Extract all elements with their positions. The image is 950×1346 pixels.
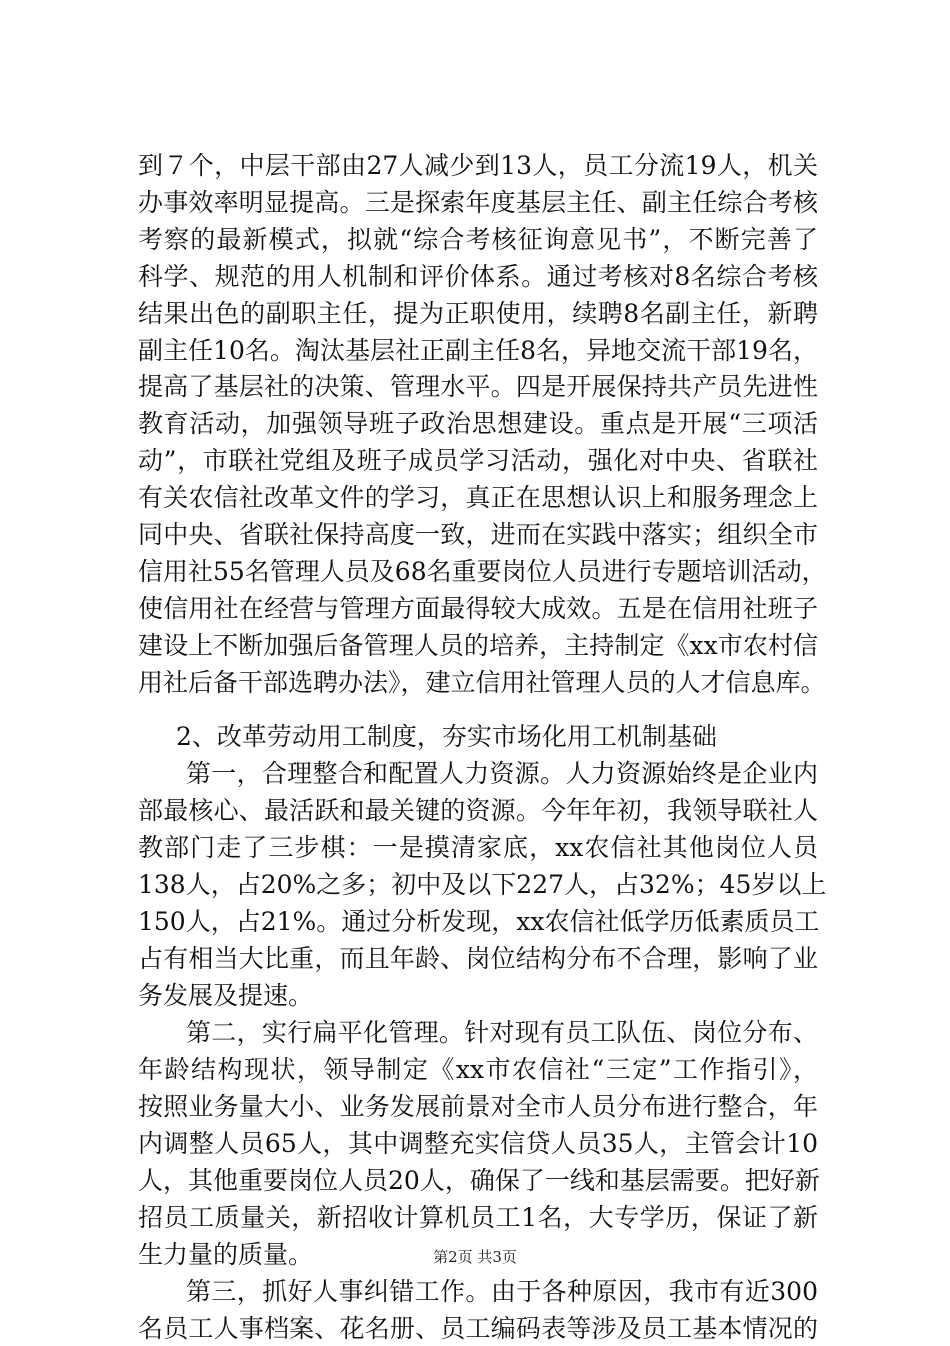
body-text-line: 按照业务量大小、业务发展前景对全市人员分布进行整合，年 xyxy=(138,1092,818,1121)
page-footer: 第2页 共3页 xyxy=(433,1248,517,1266)
body-text-line: 生力量的质量。 xyxy=(138,1240,314,1269)
body-text-line: 考察的最新模式，拟就“综合考核征询意见书”，不断完善了 xyxy=(138,225,818,254)
body-text-line: 人，其他重要岗位人员20人，确保了一线和基层需要。把好新 xyxy=(138,1166,820,1195)
body-text-line: 科学、规范的用人机制和评价体系。通过考核对8名综合考核 xyxy=(138,262,818,291)
body-text-line: 第二，实行扁平化管理。针对现有员工队伍、岗位分布、 xyxy=(186,1018,818,1047)
body-text-line: 用社后备干部选聘办法》，建立信用社管理人员的人才信息库。 xyxy=(138,668,826,697)
body-text-line: 办事效率明显提高。三是探索年度基层主任、副主任综合考核 xyxy=(138,188,818,217)
body-text-line: 占有相当大比重，而且年龄、岗位结构分布不合理，影响了业 xyxy=(138,944,818,973)
body-text-line: 建设上不断加强后备管理人员的培养，主持制定《xx市农村信 xyxy=(138,631,818,660)
body-text-line: 招员工质量关，新招收计算机员工1名，大专学历，保证了新 xyxy=(138,1203,818,1232)
body-text-line: 第三，抓好人事纠错工作。由于各种原因，我市有近300 xyxy=(186,1277,818,1306)
body-text-line: 同中央、省联社保持高度一致，进而在实践中落实；组织全市 xyxy=(138,520,818,549)
body-text-line: 138人，占20%之多；初中及以下227人，占32%；45岁以上 xyxy=(138,870,827,899)
body-text-line: 年龄结构现状，领导制定《xx市农信社“三定”工作指引》， xyxy=(138,1055,818,1084)
body-text-line: 提高了基层社的决策、管理水平。四是开展保持共产员先进性 xyxy=(138,372,818,401)
section-heading: 2、改革劳动用工制度，夯实市场化用工机制基础 xyxy=(176,722,717,751)
body-text-line: 名员工人事档案、花名册、员工编码表等涉及员工基本情况的 xyxy=(138,1314,818,1343)
body-text-line: 第一，合理整合和配置人力资源。人力资源始终是企业内 xyxy=(186,759,818,788)
body-text-line: 务发展及提速。 xyxy=(138,981,314,1010)
body-text-line: 动”，市联社党组及班子成员学习活动，强化对中央、省联社 xyxy=(138,446,818,475)
body-text-line: 使信用社在经营与管理方面最得较大成效。五是在信用社班子 xyxy=(138,594,818,623)
body-text-line: 150人，占21%。通过分析发现，xx农信社低学历低素质员工 xyxy=(138,907,820,936)
body-text-line: 教育活动，加强领导班子政治思想建设。重点是开展“三项活 xyxy=(138,409,818,438)
body-text-line: 有关农信社改革文件的学习，真正在思想认识上和服务理念上 xyxy=(138,483,818,512)
body-text-line: 到７个，中层干部由27人减少到13人，员工分流19人，机关 xyxy=(138,151,818,180)
body-text-line: 内调整人员65人，其中调整充实信贷人员35人，主管会计10 xyxy=(138,1129,818,1158)
body-text-line: 副主任10名。淘汰基层社正副主任8名，异地交流干部19名， xyxy=(138,336,818,365)
body-text-line: 教部门走了三步棋：一是摸清家底，xx农信社其他岗位人员 xyxy=(138,833,818,862)
body-text-line: 信用社55名管理人员及68名重要岗位人员进行专题培训活动， xyxy=(138,557,827,586)
body-text-line: 结果出色的副职主任，提为正职使用，续聘8名副主任，新聘 xyxy=(138,299,818,328)
body-text-line: 部最核心、最活跃和最关键的资源。今年年初，我领导联社人 xyxy=(138,796,818,825)
